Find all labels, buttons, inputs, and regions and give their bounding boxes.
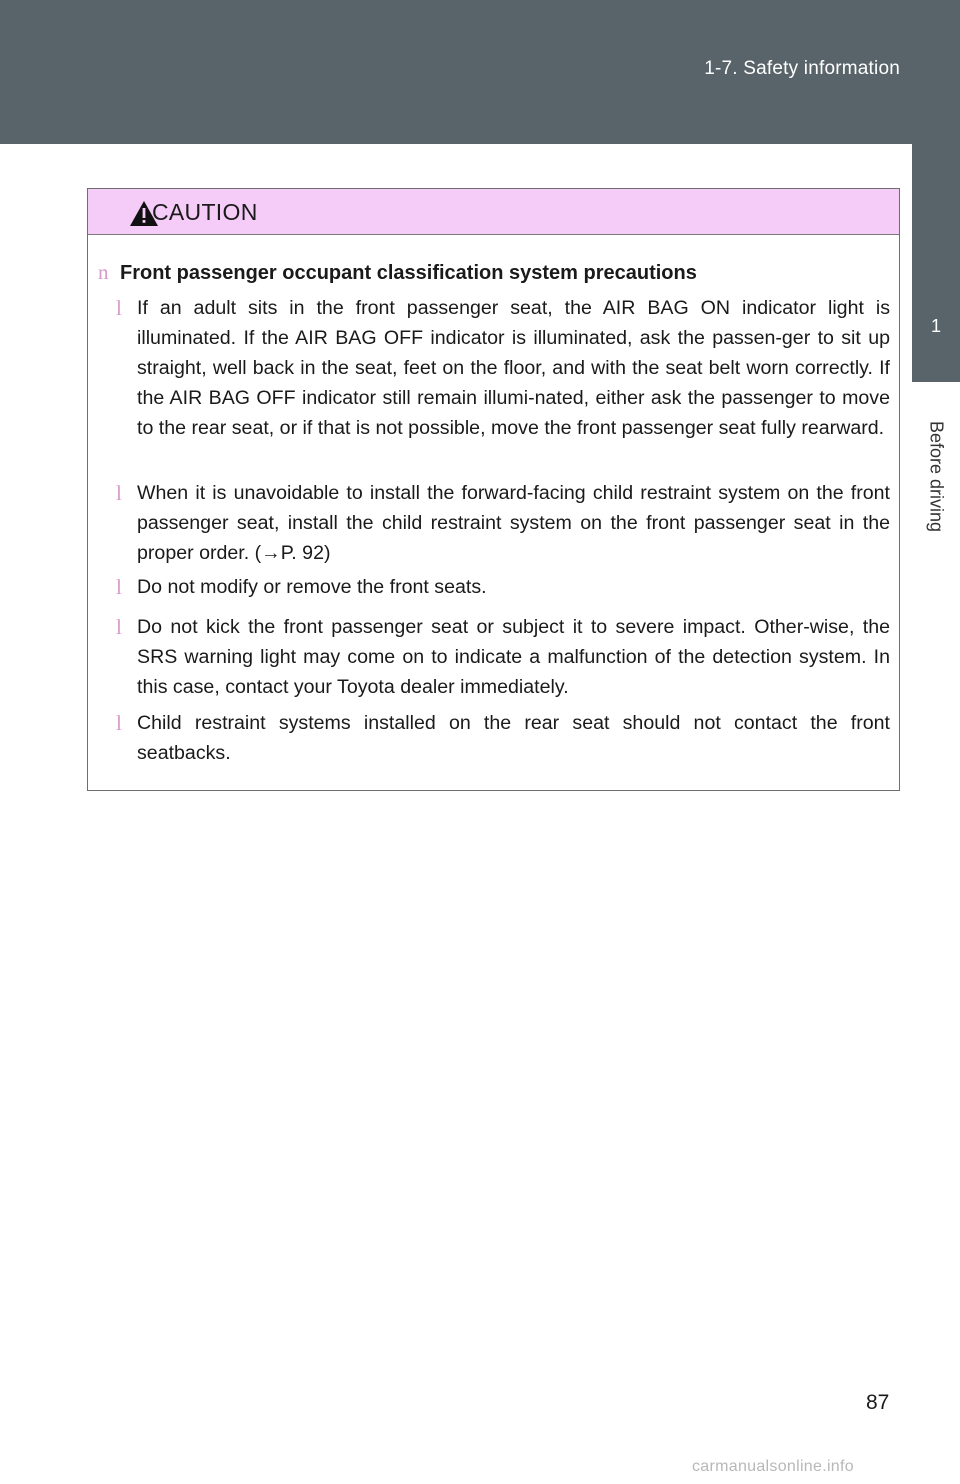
bullet-item <box>116 572 890 602</box>
bullet-marker: l <box>116 296 122 320</box>
bullet-marker: l <box>116 615 122 639</box>
caution-title: CAUTION <box>152 199 258 225</box>
bullet-item <box>116 708 890 768</box>
bullet-text: Child restraint systems installed on the rear seat should not contact the front seatbacks. <box>137 712 890 764</box>
section-title: 1-7. Safety information <box>704 58 900 79</box>
bullet-marker: l <box>116 481 122 505</box>
caution-box <box>87 188 900 791</box>
chapter-side-tab <box>912 144 960 382</box>
bullet-text: Do not modify or remove the front seats. <box>137 576 487 598</box>
page-number: 87 <box>866 1391 890 1414</box>
chapter-number: 1 <box>930 316 941 336</box>
bullet-text: If an adult sits in the front passenger seat, the AIR BAG ON indicator light is illuminated. If the AIR BAG OFF indicator is illuminated, ask the passen-ger to sit up straight, well back in the seat, feet on the floor, and with the seat belt worn correctly. If the AIR BAG OFF indicator still remain illumi-nated, either ask the passenger to move to the rear seat, or if that is not possible, move the front passenger seat fully rearward. <box>137 297 890 439</box>
bullet-item <box>116 478 890 568</box>
bullet-marker: l <box>116 575 122 599</box>
bullet-item <box>116 293 890 443</box>
bullet-item <box>116 612 890 702</box>
header-band <box>0 0 960 144</box>
bullet-text: Do not kick the front passenger seat or subject it to severe impact. Other-wise, the SRS warning light may come on to indicate a malfunction of the detection system. In this case, contact your Toyota dealer immediately. <box>137 616 890 698</box>
bullet-text: When it is unavoidable to install the forward-facing child restraint system on the front passenger seat, install the child restraint system on the front passenger seat in the proper order. (→P. 92) <box>137 482 890 564</box>
bullet-marker: l <box>116 711 122 735</box>
caution-heading-text: Front passenger occupant classification system precautions <box>120 262 697 284</box>
watermark: carmanualsonline.info <box>692 1458 854 1475</box>
caution-header <box>88 189 899 235</box>
caution-heading <box>98 257 888 288</box>
chapter-label: Before driving <box>926 420 947 533</box>
heading-marker: n <box>98 260 109 284</box>
